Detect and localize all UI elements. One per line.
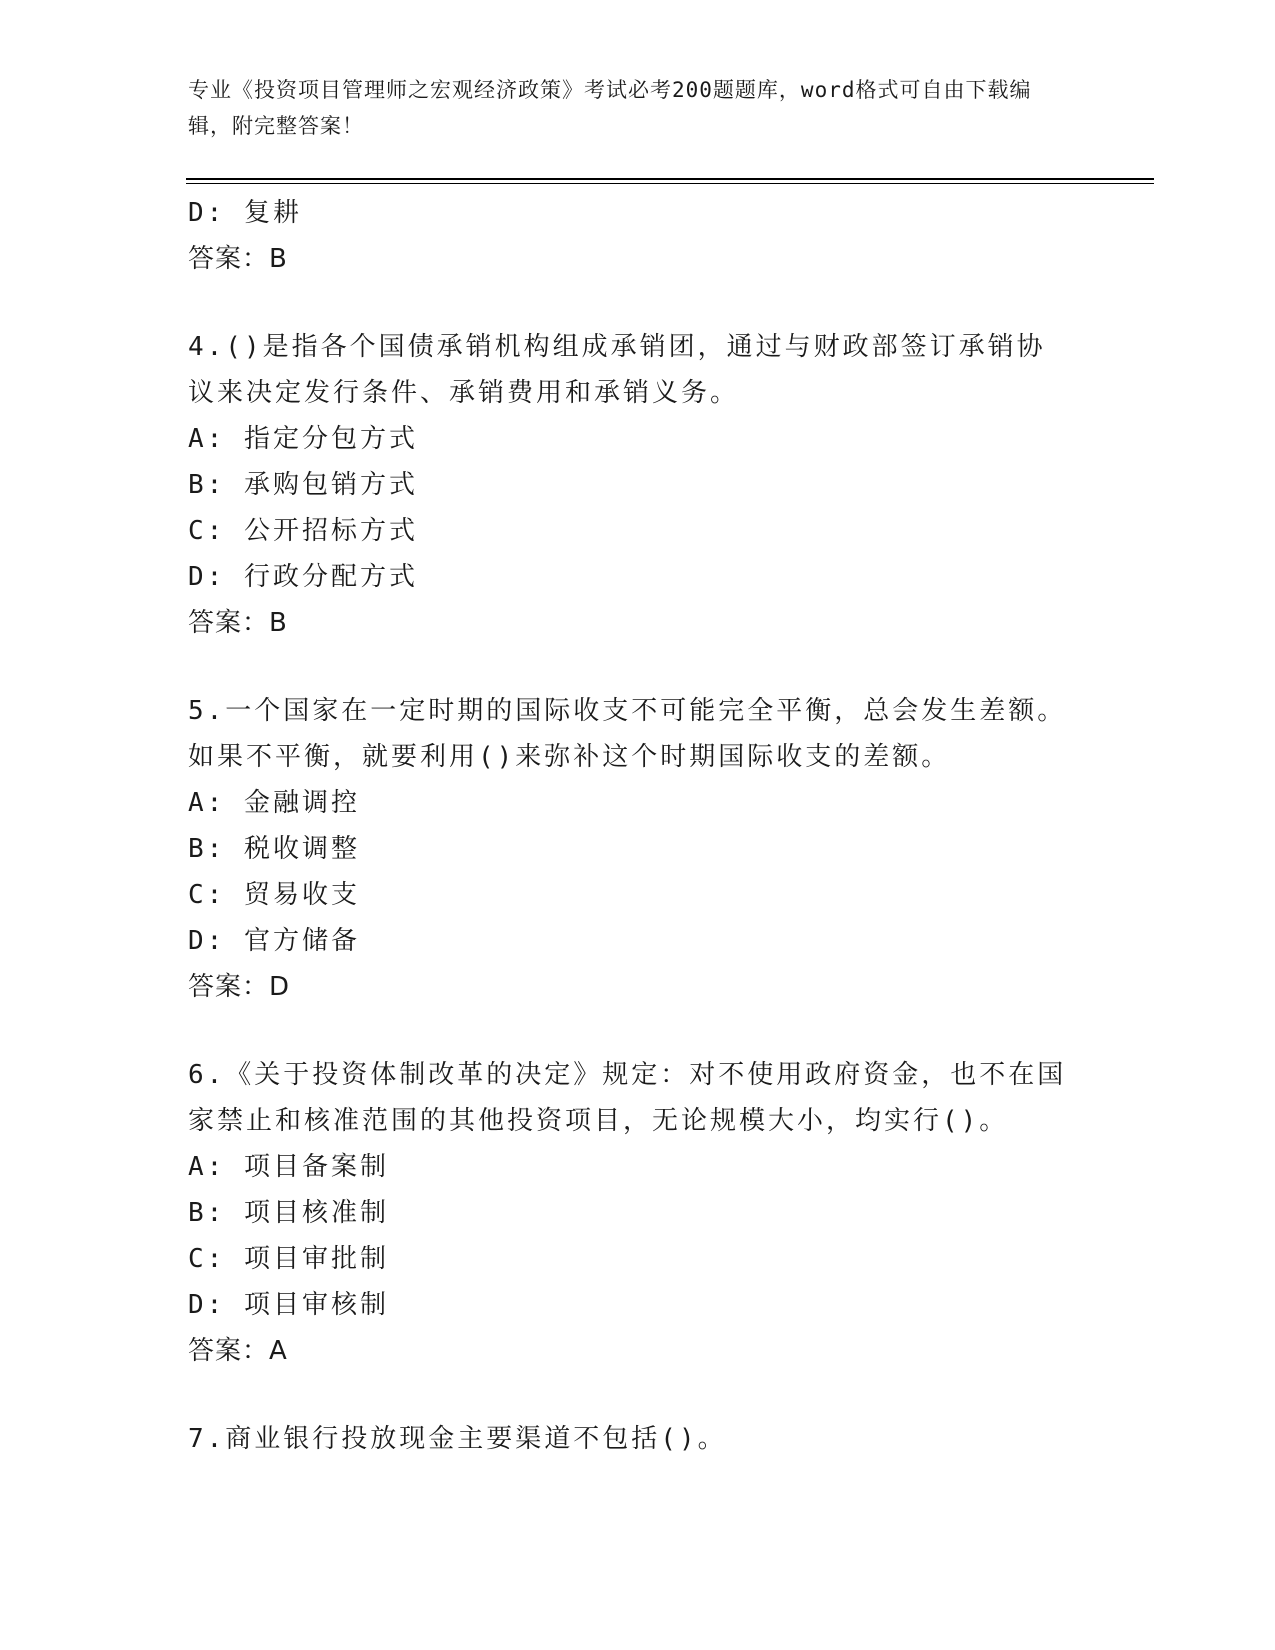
question-text: 5.一个国家在一定时期的国际收支不可能完全平衡，总会发生差额。如果不平衡，就要利用()来弥补这个时期国际收支的差额。: [188, 696, 1067, 772]
option-a: A: 金融调控: [188, 788, 360, 818]
option-a: A: 指定分包方式: [188, 424, 418, 454]
question-list: [188, 190, 1068, 1462]
option-c: C: 项目审批制: [188, 1244, 389, 1274]
option-b: B: 承购包销方式: [188, 470, 418, 500]
option-b: B: 项目核准制: [188, 1198, 389, 1228]
question-4: [188, 324, 1068, 646]
question-text: 4.()是指各个国债承销机构组成承销团，通过与财政部签订承销协议来决定发行条件、承销费用和承销义务。: [188, 332, 1046, 408]
header-divider-thin: [186, 183, 1154, 184]
option-a: A: 项目备案制: [188, 1152, 389, 1182]
option-b: B: 税收调整: [188, 834, 360, 864]
header-divider-thick: [186, 178, 1154, 180]
answer: 答案：B: [188, 244, 288, 274]
answer: 答案：A: [188, 1336, 288, 1366]
option-d: D: 官方储备: [188, 926, 360, 956]
option-d: D: 项目审核制: [188, 1290, 389, 1320]
question-text: 6.《关于投资体制改革的决定》规定：对不使用政府资金，也不在国家禁止和核准范围的其他投资项目，无论规模大小，均实行()。: [188, 1060, 1067, 1136]
document-header: 专业《投资项目管理师之宏观经济政策》考试必考200题题库，word格式可自由下载编辑，附完整答案！: [188, 78, 1032, 138]
option-c: C: 贸易收支: [188, 880, 360, 910]
question-text: 7.商业银行投放现金主要渠道不包括()。: [188, 1424, 727, 1454]
question-6: [188, 1052, 1068, 1374]
option-d: D: 行政分配方式: [188, 562, 418, 592]
answer: 答案：B: [188, 608, 288, 638]
question-7: [188, 1416, 1068, 1462]
option-c: C: 公开招标方式: [188, 516, 418, 546]
answer: 答案：D: [188, 972, 291, 1002]
question-5: [188, 688, 1068, 1010]
option-d: D: 复耕: [188, 198, 302, 228]
